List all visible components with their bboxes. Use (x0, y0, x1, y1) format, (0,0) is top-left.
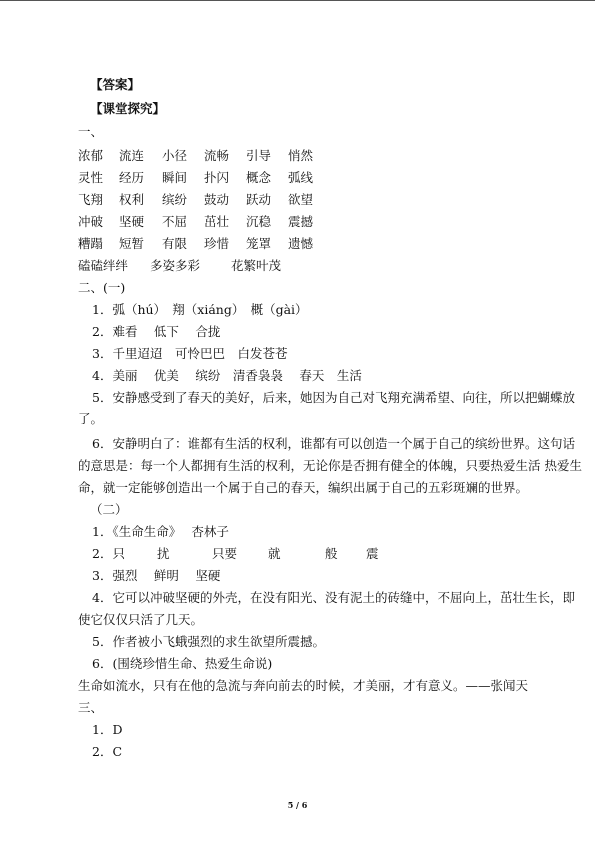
word-cell: 概念 (246, 170, 272, 185)
word-cell: 弧线 (288, 170, 314, 185)
word-cell: 磕磕绊绊 (78, 258, 129, 273)
part3-q1: 1．D (92, 722, 123, 737)
part2b-q1: 1．《生命生命》 杏林子 (92, 524, 229, 539)
word-cell: 冲破 (78, 214, 104, 229)
part2a-q4: 4．美丽 优美 缤纷 清香袅袅 春天 生活 (92, 368, 362, 383)
word-cell: 遗憾 (288, 236, 314, 251)
word-cell: 跃动 (246, 192, 272, 207)
page-number: 5 / 6 (287, 800, 308, 810)
word-cell: 经历 (119, 170, 145, 185)
q2-word: 般 (325, 546, 338, 561)
word-cell: 花繁叶茂 (231, 258, 282, 273)
word-cell: 坚硬 (119, 214, 145, 229)
word-cell: 灵性 (78, 170, 104, 185)
word-cell: 引导 (246, 148, 272, 163)
word-cell: 沉稳 (246, 214, 272, 229)
part2a-label: 二、(一) (78, 280, 126, 295)
word-cell: 有限 (162, 236, 188, 251)
word-cell: 珍惜 (204, 236, 230, 251)
q2-number: 2．只 (92, 546, 125, 561)
part2a-q1: 1．弧（hú） 翔（xiáng） 概（gài） (92, 302, 308, 317)
part2a-q6-line1: 6．安静明白了：谁都有生活的权利，谁都有可以创造一个属于自己的缤纷世界。这句话 (92, 436, 575, 451)
q2-word: 震 (366, 546, 379, 561)
top-border (0, 0, 595, 1)
word-cell: 悄然 (288, 148, 314, 163)
part1-label: 一、 (78, 124, 104, 139)
part2a-q3: 3．千里迢迢 可怜巴巴 白发苍苍 (92, 346, 288, 361)
q2-word: 扰 (157, 546, 170, 561)
part2b-label: （二） (90, 502, 128, 517)
word-cell: 流畅 (204, 148, 230, 163)
part2b-q3: 3．强烈 鲜明 坚硬 (92, 568, 221, 583)
word-cell: 扑闪 (204, 170, 230, 185)
word-cell: 权利 (119, 192, 145, 207)
part2a-q6-line3: 命，就一定能够创造出一个属于自己的春天，编织出属于自己的五彩斑斓的世界。 (78, 480, 529, 495)
part2b-q6: 6．(围绕珍惜生命、热爱生命说) (92, 656, 273, 671)
word-cell: 飞翔 (78, 192, 104, 207)
word-cell: 小径 (162, 148, 188, 163)
word-cell: 流连 (119, 148, 145, 163)
word-cell: 笼罩 (246, 236, 272, 251)
part2a-q6-line2: 的意思是：每一个人都拥有生活的权利，无论你是否拥有健全的体魄，只要热爱生活 热爱生 (78, 458, 582, 473)
part2b-q5: 5．作者被小飞蛾强烈的求生欲望所震撼。 (92, 634, 325, 649)
part3-label: 三、 (78, 700, 104, 715)
word-cell: 浓郁 (78, 148, 104, 163)
word-cell: 瞬间 (162, 170, 188, 185)
word-cell: 茁壮 (204, 214, 230, 229)
answer-heading: 【答案】 (90, 77, 141, 92)
word-cell: 欲望 (288, 192, 314, 207)
part2a-q5-line2: 了。 (78, 411, 104, 426)
word-cell: 不屈 (162, 214, 188, 229)
q2-word: 只要 (212, 546, 238, 561)
part2a-q2: 2．难看 低下 合拢 (92, 324, 221, 339)
word-cell: 多姿多彩 (150, 258, 201, 273)
word-cell: 缤纷 (162, 192, 188, 207)
quote-line: 生命如流水，只有在他的急流与奔向前去的时候，才美丽，才有意义。——张闻天 (78, 678, 529, 693)
part2b-q4-line2: 使它仅仅只活了几天。 (78, 612, 204, 627)
word-cell: 震撼 (288, 214, 314, 229)
word-cell: 糟蹋 (78, 236, 104, 251)
part3-q2: 2．C (92, 744, 123, 759)
word-cell: 短暂 (119, 236, 145, 251)
q2-word: 就 (268, 546, 281, 561)
part2b-q4-line1: 4．它可以冲破坚硬的外壳，在没有阳光、没有泥土的砖缝中，不屈向上，茁壮生长，即 (92, 590, 575, 605)
explore-heading: 【课堂探究】 (90, 101, 166, 116)
part2a-q5-line1: 5．安静感受到了春天的美好，后来，她因为自己对飞翔充满希望、向往，所以把蝴蝶放 (92, 390, 575, 405)
word-cell: 鼓动 (204, 192, 230, 207)
